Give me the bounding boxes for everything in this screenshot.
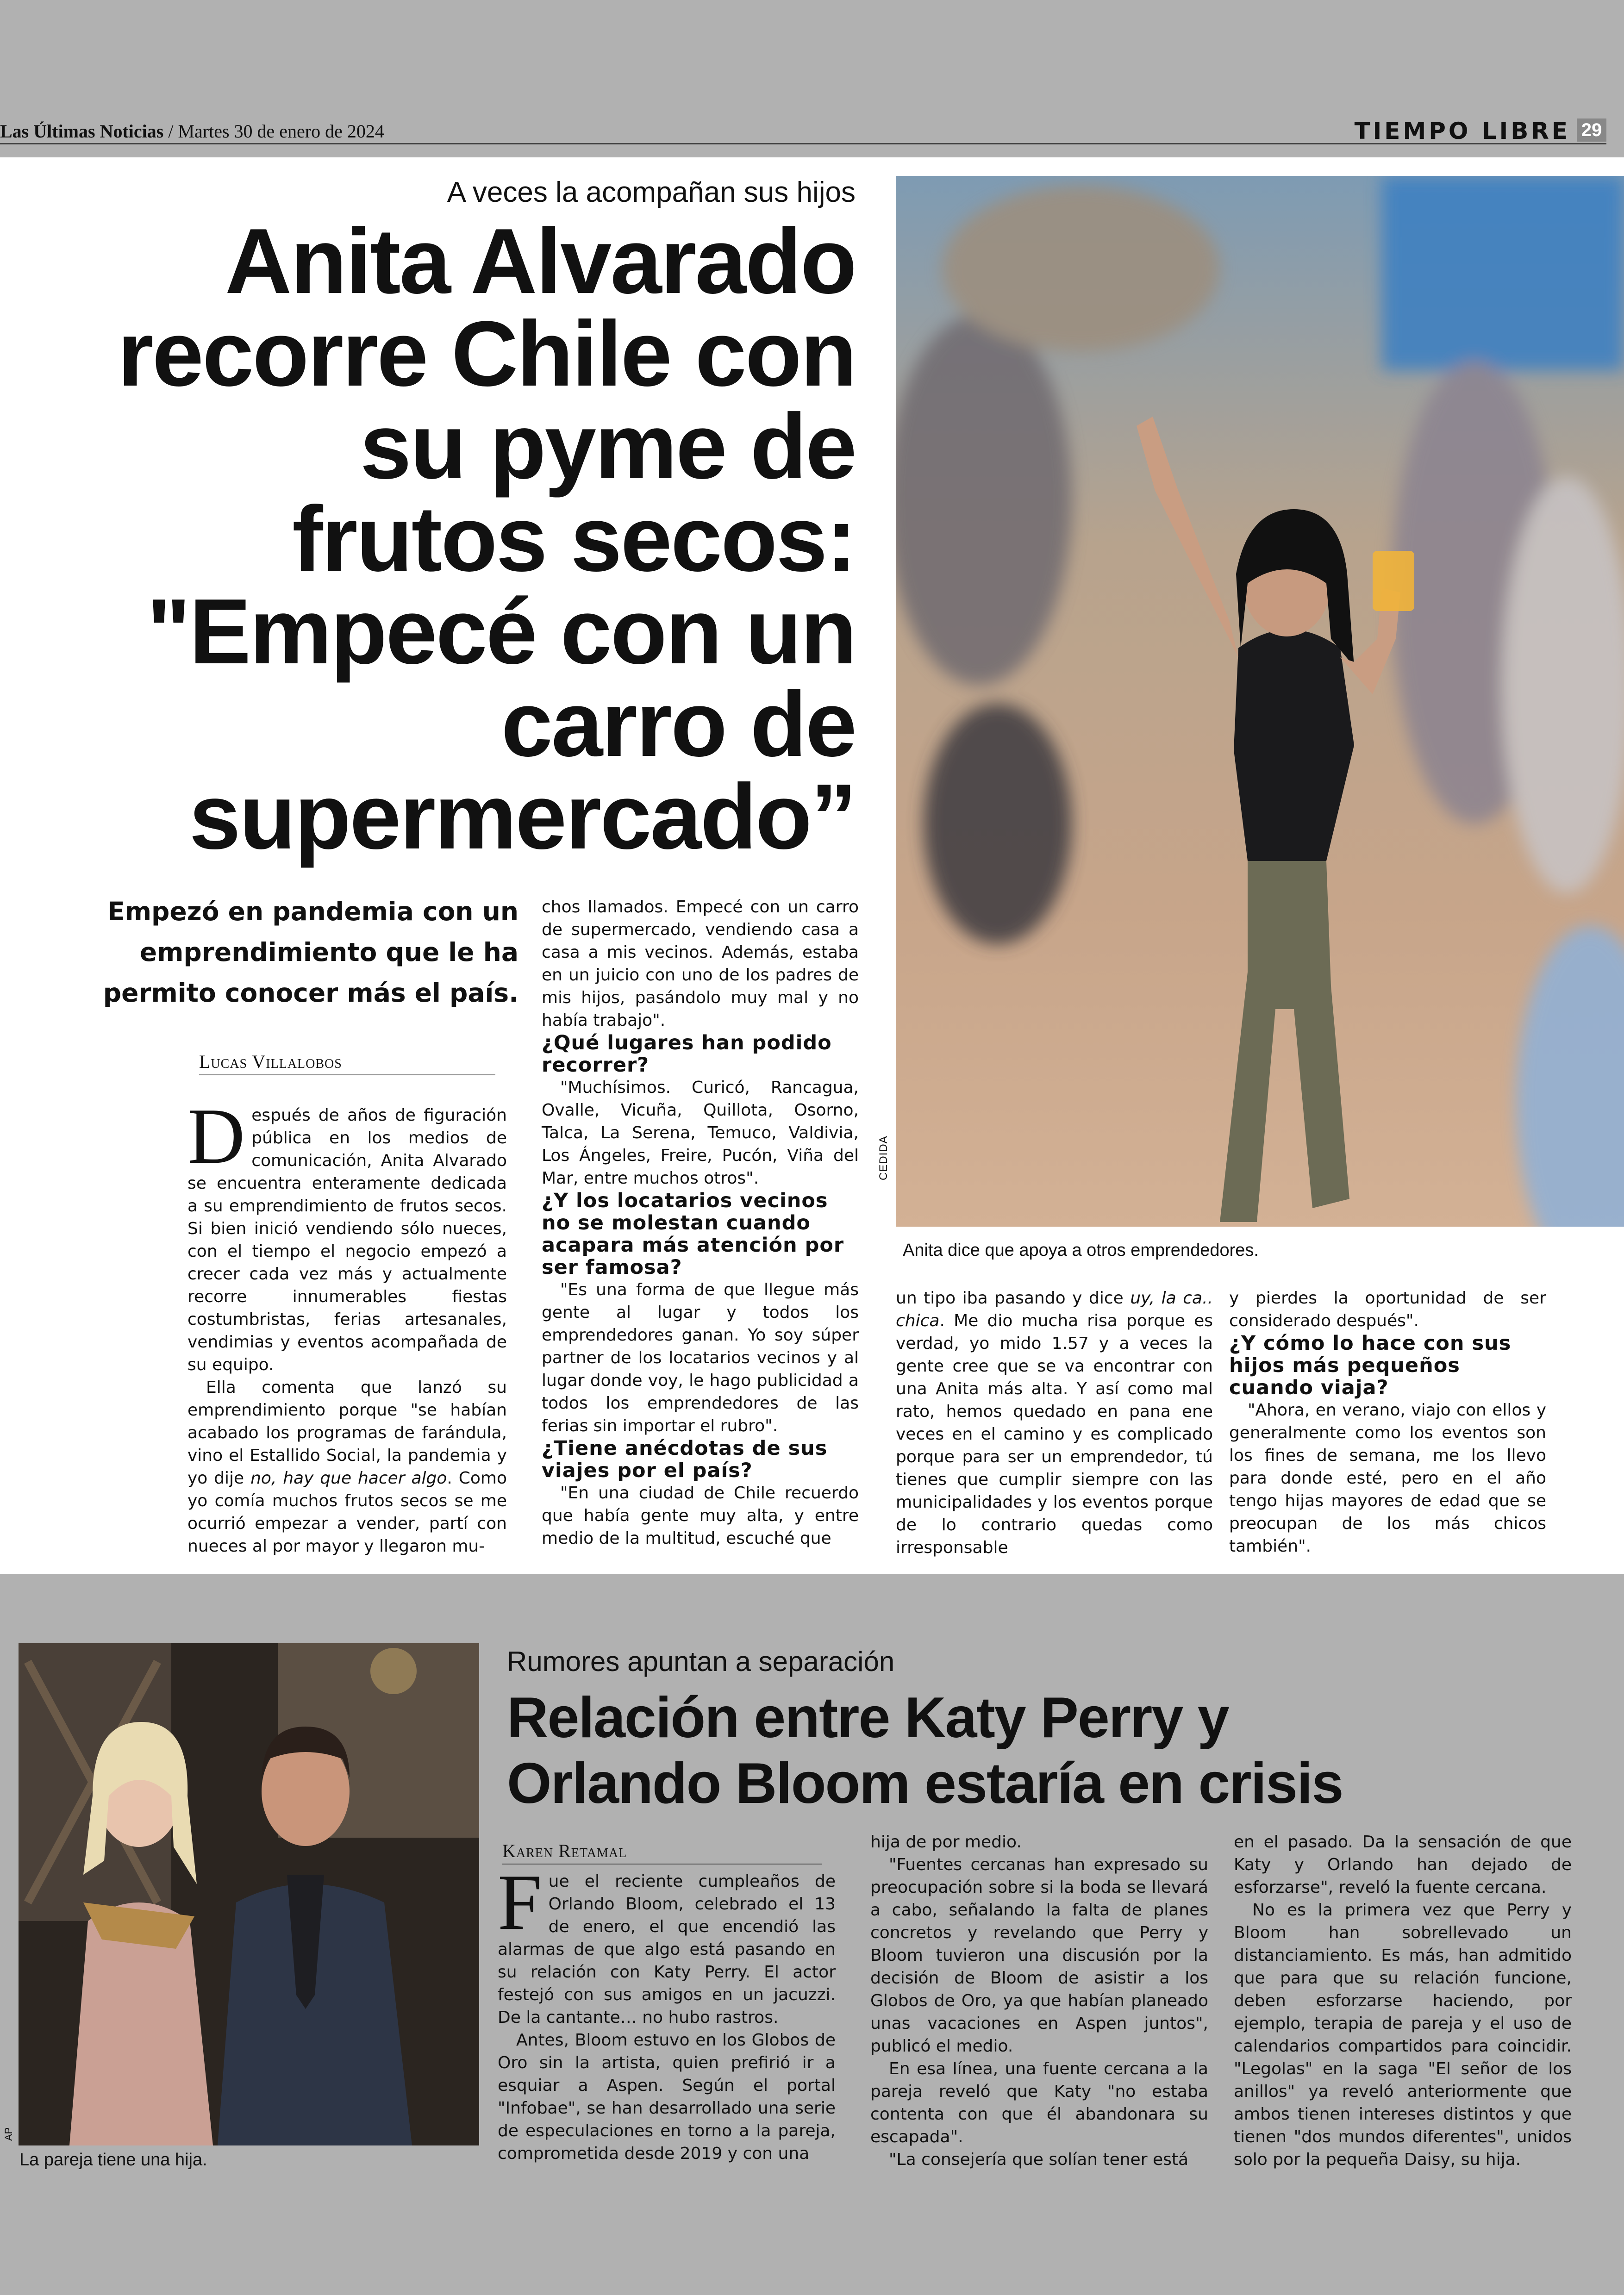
newspaper-name: Las Últimas Noticias [0, 121, 164, 142]
photo-caption: Anita dice que apoya a otros emprendedores. [903, 1241, 1259, 1260]
paragraph: "Muchísimos. Curicó, Rancagua, Ovalle, Vicuña, Quillota, Osorno, Talca, La Serena, Temuco, Valdivia, Los Ángeles, Freire, Pucón, Viña del Mar, entre muchos otros". [542, 1078, 859, 1188]
text-run: . Como yo comía muchos frutos secos se me ocurrió empezar a vender, partí con nueces al por mayor y llegaron mu- [187, 1469, 507, 1556]
article-deck: Empezó en pandemia con un emprendimiento que le ha permito conocer más el país. [103, 897, 518, 1008]
drop-cap: F [498, 1858, 542, 1946]
interview-question: ¿Tiene anécdotas de sus viajes por el país? [542, 1437, 828, 1482]
masthead [0, 120, 384, 142]
paragraph: En esa línea, una fuente cercana a la pareja reveló que Katy "no estaba contenta con que él abandonara su escapada". [870, 2059, 1208, 2146]
paragraph: "En una ciudad de Chile recuerdo que había gente muy alta, y entre medio de la multitud, escuché que [542, 1484, 859, 1548]
paragraph: hija de por medio. [870, 1833, 1022, 1852]
paragraph: en el pasado. Da la sensación de que Katy y Orlando han dejado de esforzarse", reveló la fuente cercana. [1234, 1833, 1572, 1897]
paragraph [187, 1376, 507, 1558]
article-column-4 [1229, 1287, 1546, 1558]
photo-illustration [19, 1643, 479, 2145]
article-column-2 [542, 896, 859, 1550]
katy-perry-orlando-bloom-photo [19, 1643, 479, 2145]
paragraph: chos llamados. Empecé con un carro de supermercado, vendiendo casa a casa a mis vecinos. Además, estaba en un juicio con uno de los padres de mis hijos, pasándolo muy mal y no había trabajo". [542, 898, 859, 1030]
paragraph: "Es una forma de que llegue más gente al lugar y todos los emprendedores ganan. Yo soy súper partner de los locatarios vecinos y al lugar donde voy, le hago publicidad a todos los emprendedores de las ferias sin importar el rubro". [542, 1280, 859, 1435]
paragraph: "La consejería que solían tener está [889, 2150, 1189, 2169]
article-column-3 [896, 1287, 1213, 1559]
page-header [0, 117, 1606, 144]
interview-question: ¿Y cómo lo hace con sus hijos más pequeños cuando viaja? [1229, 1332, 1512, 1399]
paragraph: "Fuentes cercanas han expresado su preocupación sobre si la boda se llevará a cabo, señalando la falta de planes concretos y revelando que Perry y Bloom tuvieron una discusión por la decisión de Bloom de asistir a los Globos de Oro, ya que habían planeado unas vacaciones en Aspen juntos", publicó el medio. [870, 1855, 1208, 2056]
main-article [0, 157, 1624, 1574]
paragraph: No es la primera vez que Perry y Bloom han sobrellevado un distanciamiento. Es más, han admitido que para que su relación funcione, deben esforzarse haciendo, por ejemplo, terapia de pareja y el uso de calendarios compartidos para coincidir. "Legolas" en la saga "El señor de los anillos" ya reveló anteriormente que ambos tienen intereses distintos y que tienen "dos mundos diferentes", unidos solo por la pequeña Daisy, su hija. [1234, 1901, 1572, 2169]
issue-date: / Martes 30 de enero de 2024 [168, 121, 384, 142]
anita-alvarado-photo [896, 176, 1624, 1227]
page-number: 29 [1577, 118, 1606, 142]
article-column-3 [1234, 1831, 1572, 2171]
paragraph: Antes, Bloom estuvo en los Globos de Oro sin la artista, quien prefirió ir a esquiar a Aspen. Según el portal "Infobae", se han desarrollado una serie de especulaciones en torno a la pareja, comprometida desde 2019 y con una [498, 2031, 836, 2163]
article-column-1 [187, 1092, 507, 1558]
text-run: Ella comenta que lanzó su emprendimiento porque "se habían acabado los programas de farándula, vino el Estallido Social, la pandemia y yo dije [187, 1378, 507, 1488]
paragraph [896, 1287, 1213, 1559]
drop-cap: D [187, 1092, 245, 1180]
article-column-2 [870, 1831, 1208, 2171]
interview-question: ¿Y los locatarios vecinos no se molestan cuando acapara más atención por ser famosa? [542, 1189, 844, 1279]
article-column-1 [498, 1858, 836, 2165]
article-headline: Relación entre Katy Perry y Orlando Bloom estaría en crisis [507, 1686, 1343, 1815]
paragraph: "Ahora, en verano, viajo con ellos y generalmente como los eventos son los fines de semana, me los llevo para donde esté, pero en el año tengo hijas mayores de edad que se preocupan de los más chicos también". [1229, 1401, 1546, 1556]
second-article [0, 1574, 1624, 2295]
text-run: un tipo iba pasando y dice [896, 1289, 1131, 1308]
article-byline: Karen Retamal [502, 1840, 822, 1865]
interview-question: ¿Qué lugares han podido recorrer? [542, 1031, 832, 1077]
paragraph: espués de años de figuración pública en los medios de comunicación, Anita Alvarado se encuentra enteramente dedicada a su emprendimiento de frutos secos. Si bien inició vendiendo sólo nueces, con el tiempo el negocio empezó a crecer cada vez más y actualmente recorre innumerables fiestas costumbristas, ferias artesanales, vendimias y eventos acompañada de su equipo. [187, 1106, 507, 1374]
article-kicker: A veces la acompañan sus hijos [447, 176, 856, 208]
italic-text: uy, la ca.. chica [896, 1289, 1213, 1330]
photo-credit: CEDIDA [877, 1135, 890, 1180]
text-run: . Me dio mucha risa porque es verdad, yo mido 1.57 y a veces la gente cree que se va encontrar con una Anita más alta. Y así como mal rato, hemos quedado en pana ene veces en el camino y es complicado porque para ser un emprendedor, tú tienes que cumplir siempre con las municipalidades y los eventos porque de lo contrario quedas como irresponsable [896, 1311, 1213, 1557]
italic-text: no, hay que hacer algo [250, 1469, 447, 1488]
photo-credit: AP [3, 2127, 14, 2141]
section-title: TIEMPO LIBRE [1354, 118, 1570, 144]
photo-illustration [896, 176, 1624, 1227]
article-headline: Anita Alvarado recorre Chile con su pyme de frutos secos: "Empecé con un carro de supermercado” [117, 210, 856, 868]
paragraph: y pierdes la oportunidad de ser considerado después". [1229, 1289, 1546, 1330]
photo-caption: La pareja tiene una hija. [19, 2150, 207, 2170]
article-kicker: Rumores apuntan a separación [507, 1646, 895, 1677]
paragraph: ue el reciente cumpleaños de Orlando Bloom, celebrado el 13 de enero, el que encendió las alarmas de que algo está pasando en su relación con Katy Perry. El actor festejó con sus amigos en un jacuzzi. De la cantante… no hubo rastros. [498, 1872, 836, 2027]
article-byline: Lucas Villalobos [199, 1051, 495, 1075]
